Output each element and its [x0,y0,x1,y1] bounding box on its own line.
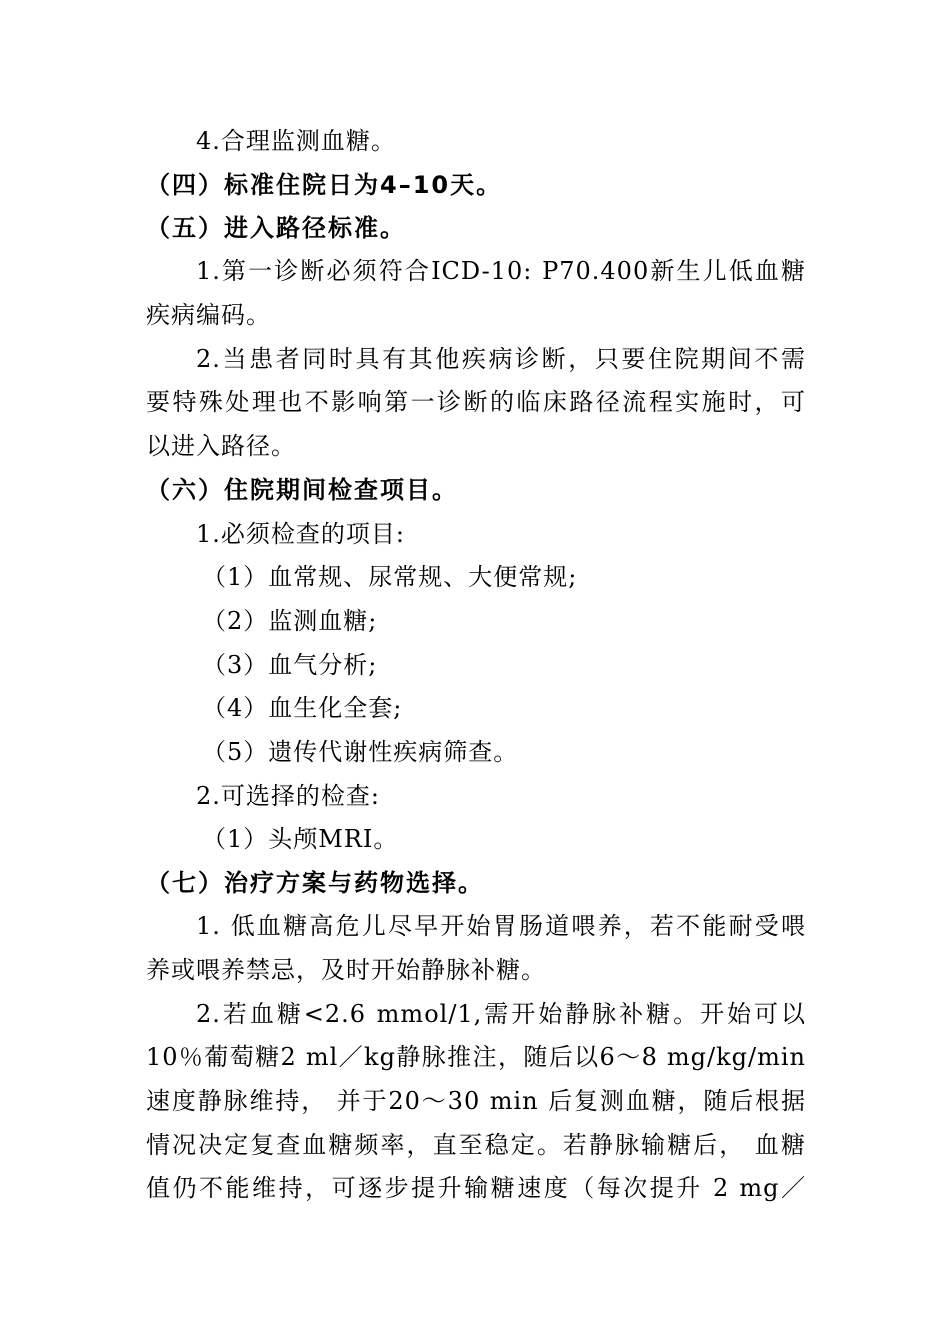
paragraph-line: 10％葡萄糖2 ml／kg静脉推注，随后以6～8 mg/kg/min [146,1043,806,1071]
paragraph-line: 养或喂养禁忌，及时开始静脉补糖。 [146,956,546,984]
section-heading-5: （五）进入路径标准。 [146,214,406,242]
list-item: （1）头颅MRI。 [202,825,399,853]
paragraph-line: 2.当患者同时具有其他疾病诊断，只要住院期间不需 [196,345,806,373]
paragraph-line: 2.可选择的检查: [196,782,380,810]
list-item: （4）血生化全套; [202,694,403,722]
section-heading-6: （六）住院期间检查项目。 [146,476,458,504]
list-item: （3）血气分析; [202,651,378,679]
section-heading-4: （四）标准住院日为4–10天。 [146,171,503,199]
paragraph-line: 值仍不能维持，可逐步提升输糖速度（每次提升 2 mg／ [146,1174,806,1202]
paragraph-line: 1. 低血糖高危儿尽早开始胃肠道喂养，若不能耐受喂 [196,912,806,940]
paragraph-line: 1.第一诊断必须符合ICD-10: P70.400新生儿低血糖 [196,257,806,285]
paragraph-line: 疾病编码。 [146,301,271,329]
list-item: （2）监测血糖; [202,607,378,635]
list-item: （1）血常规、尿常规、大便常规; [202,563,578,591]
paragraph-line: 2.若血糖<2.6 mmol/1,需开始静脉补糖。开始可以 [196,1000,806,1028]
paragraph-line: 情况决定复查血糖频率，直至稳定。若静脉输糖后， 血糖 [146,1131,806,1159]
paragraph-line: 以进入路径。 [146,432,296,460]
section-heading-7: （七）治疗方案与药物选择。 [146,869,484,897]
list-item: （5）遗传代谢性疾病筛查。 [202,738,519,766]
paragraph-line: 要特殊处理也不影响第一诊断的临床路径流程实施时，可 [146,388,806,416]
paragraph-line: 1.必须检查的项目: [196,520,405,548]
paragraph-line: 4.合理监测血糖。 [196,127,396,155]
paragraph-line: 速度静脉维持， 并于20～30 min 后复测血糖，随后根据 [146,1087,806,1115]
